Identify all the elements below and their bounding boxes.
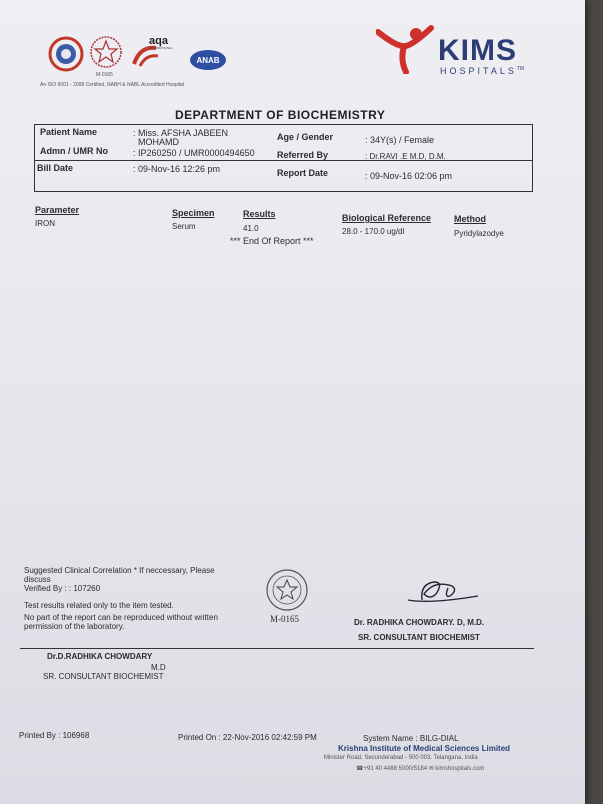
bill-date-label: Bill Date (37, 163, 74, 173)
aqa-logo (134, 35, 173, 66)
col-header-reference: Biological Reference (342, 213, 432, 223)
kims-figure-icon (376, 24, 436, 74)
signer-title: SR. CONSULTANT BIOCHEMIST (358, 633, 480, 642)
admn-value: : IP260250 / UMR0000494650 (133, 148, 255, 158)
doctor-name: Dr.D.RADHIKA CHOWDARY (47, 652, 153, 661)
col-header-results: Results (243, 209, 276, 219)
cell-specimen: Serum (172, 222, 196, 231)
nabl-logo (91, 37, 121, 67)
bill-date-value: : 09-Nov-16 12:26 pm (133, 164, 221, 174)
cell-method: Pyridylazodye (454, 229, 504, 238)
institute-address: Minister Road, Secunderabad - 500 003. Telangana, India (324, 755, 478, 761)
nabh-logo (50, 38, 82, 70)
institute-name: Krishna Institute of Medical Sciences Limited (338, 744, 511, 753)
certification-line: An ISO 9001 - 2008 Certified, NABH & NABL Accredited Hospital (40, 82, 185, 88)
cell-parameter: IRON (35, 219, 55, 228)
accreditation-logos (44, 34, 234, 78)
col-header-method: Method (454, 214, 486, 224)
cell-result: 41.0 (243, 224, 259, 233)
info-divider (34, 160, 532, 161)
col-header-parameter: Parameter (35, 205, 80, 215)
anab-logo (190, 50, 226, 70)
institute-contact: ☎+91 40 4488 5000/5184 ✉ kimshospitals.com (356, 766, 485, 772)
logo-code: M-0165 (96, 72, 113, 78)
report-date-value: : 09-Nov-16 02:06 pm (365, 171, 453, 181)
lab-seal-icon (265, 568, 309, 612)
system-name: System Name : BILG-DIAL (363, 734, 459, 743)
referred-by-label: Referred By (277, 150, 329, 160)
clinical-correlation-line-1: Suggested Clinical Correlation * If neccessary, Please (24, 566, 215, 575)
brand-tm: TM (516, 66, 525, 72)
brand-sub (440, 66, 524, 76)
report-title: DEPARTMENT OF BIOCHEMISTRY (175, 108, 386, 122)
anab-text: ANAB (196, 56, 220, 65)
signature-image (400, 574, 490, 610)
brand-sub-text: HOSPITALS (440, 66, 517, 76)
clinical-correlation-line-2: discuss (24, 575, 51, 584)
brand-name: KIMS (438, 34, 517, 67)
verified-by: Verified By : : 107260 (24, 584, 101, 593)
seal-code: M-0165 (270, 614, 299, 624)
cell-reference: 28.0 - 170.0 ug/dl (342, 227, 405, 236)
age-gender-label: Age / Gender (277, 132, 334, 142)
note-line-2: No part of the report can be reproduced without written (24, 613, 218, 622)
aqa-text: aqa (149, 35, 168, 47)
patient-name-label: Patient Name (40, 127, 98, 137)
signature-divider (20, 648, 534, 649)
printed-by: Printed By : 106968 (19, 731, 90, 740)
report-date-label: Report Date (277, 168, 329, 178)
col-header-specimen: Specimen (172, 208, 215, 218)
patient-name-value: : Miss. AFSHA JABEEN (133, 128, 229, 138)
doctor-title: SR. CONSULTANT BIOCHEMIST (43, 672, 164, 681)
note-line-1: Test results related only to the item tested. (24, 601, 174, 610)
doctor-degree: M.D (151, 663, 166, 672)
age-gender-value: : 34Y(s) / Female (365, 135, 435, 145)
end-of-report: *** End Of Report *** (230, 236, 314, 246)
referred-by-value: : Dr.RAVI .E M.D, D.M. (365, 152, 446, 161)
printed-on: Printed On : 22-Nov-2016 02:42:59 PM (178, 733, 317, 742)
signer-name: Dr. RADHIKA CHOWDARY. D, M.D. (354, 618, 485, 627)
patient-name-value-2: MOHAMD (138, 137, 179, 147)
note-line-3: permission of the laboratory. (24, 622, 125, 631)
aqa-sub-text: INTERNATIONAL (149, 46, 173, 50)
admn-label: Admn / UMR No (40, 146, 108, 156)
